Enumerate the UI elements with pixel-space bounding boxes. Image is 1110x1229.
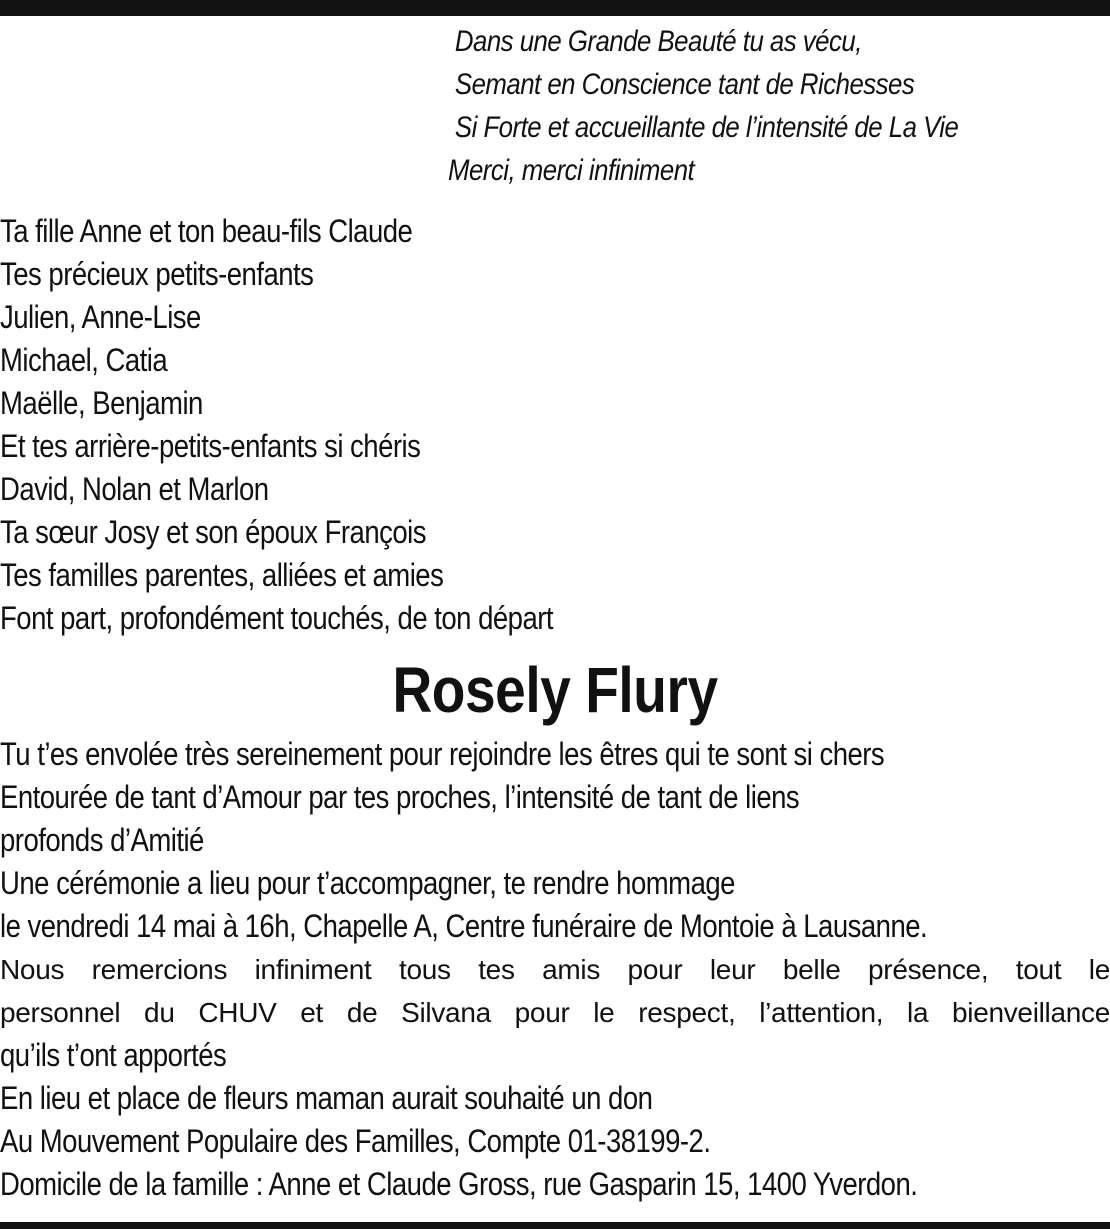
message-line: Tu t’es envolée très sereinement pour rejoindre les êtres qui te sont si chers — [0, 736, 885, 772]
message-line: Une cérémonie a lieu pour t’accompagner, te rendre hommage — [0, 865, 735, 901]
top-border-rule — [0, 0, 1110, 16]
family-line: Et tes arrière-petits-enfants si chéris — [0, 428, 421, 464]
bottom-border-rule — [0, 1222, 1110, 1229]
poem-line: Si Forte et accueillante de l’intensité de La Vie — [454, 111, 959, 144]
message-line: qu’ils t’ont apportés — [0, 1037, 227, 1073]
family-line: Michael, Catia — [0, 342, 168, 378]
deceased-name-heading — [0, 650, 1110, 730]
message-block — [0, 733, 1110, 1206]
message-line: Entourée de tant d’Amour par tes proches, l’intensité de tant de liens — [0, 779, 800, 815]
poem-line: Merci, merci infiniment — [448, 154, 695, 187]
message-line: profonds d’Amitié — [0, 822, 204, 858]
family-line: Julien, Anne-Lise — [0, 299, 201, 335]
poem-line: Dans une Grande Beauté tu as vécu, — [454, 25, 862, 58]
message-line: Domicile de la famille : Anne et Claude Gross, rue Gasparin 15, 1400 Yverdon. — [0, 1166, 918, 1202]
poem-block — [448, 20, 1016, 192]
family-line: Ta sœur Josy et son époux François — [0, 514, 427, 550]
message-line: En lieu et place de fleurs maman aurait souhaité un don — [0, 1080, 653, 1116]
family-line: David, Nolan et Marlon — [0, 471, 269, 507]
message-line: le vendredi 14 mai à 16h, Chapelle A, Centre funéraire de Montoie à Lausanne. — [0, 908, 928, 944]
family-line: Font part, profondément touchés, de ton départ — [0, 600, 554, 636]
family-line: Maëlle, Benjamin — [0, 385, 203, 421]
message-line: Au Mouvement Populaire des Familles, Compte 01-38199-2. — [0, 1123, 711, 1159]
family-line: Tes familles parentes, alliées et amies — [0, 557, 444, 593]
family-line: Ta fille Anne et ton beau-fils Claude — [0, 213, 413, 249]
family-list — [0, 210, 955, 640]
family-line: Tes précieux petits-enfants — [0, 256, 314, 292]
poem-line: Semant en Conscience tant de Richesses — [454, 68, 915, 101]
message-line: Nous remercions infiniment tous tes amis pour leur belle présence, tout le — [0, 954, 1110, 985]
deceased-name: Rosely Flury — [392, 654, 718, 726]
message-line: personnel du CHUV et de Silvana pour le respect, l’attention, la bienveillance — [0, 997, 1110, 1028]
